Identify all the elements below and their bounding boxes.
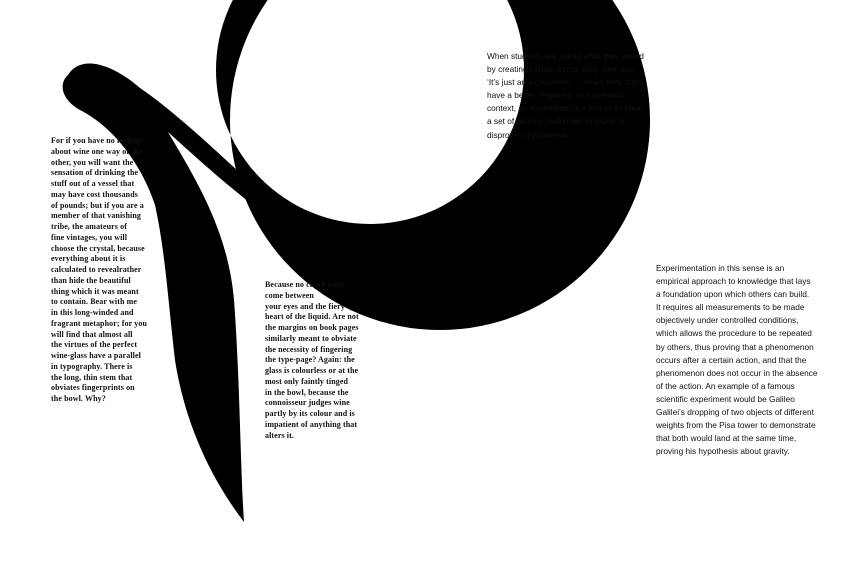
text-line: impatient of anything that	[265, 419, 358, 429]
text-line: about wine one way or the	[51, 146, 143, 156]
text-line: connoisseur judges wine	[265, 398, 350, 408]
text-line: member of that vanishing	[51, 211, 142, 221]
text-line: It requires all measurements to be made	[656, 302, 805, 313]
text-line: For if you have no feelings	[51, 136, 144, 145]
text-line: by others, thus proving that a phenomenon	[656, 341, 814, 352]
text-line: the virtues of the perfect	[51, 340, 138, 350]
text-line: wine-glass have a parallel	[51, 351, 141, 360]
text-line: in typography. There is	[51, 361, 133, 371]
text-line: tribe, the amateurs of	[51, 222, 127, 231]
text-line: empirical approach to knowledge that lays	[656, 276, 811, 287]
text-line: phenomenon does not occur in the absence	[656, 367, 818, 378]
text-line: objectively under controlled conditions,	[656, 315, 799, 326]
text-line: glass is colourless or at the	[265, 366, 359, 375]
text-line: of pounds; but if you are a	[51, 200, 144, 210]
text-line: thing which it was meant	[51, 286, 139, 296]
left-text-column	[51, 136, 147, 405]
text-line: the type-page? Again: the	[265, 355, 355, 365]
text-line: to contain. Bear with me	[51, 297, 138, 307]
text-line: the necessity of fingering	[265, 344, 353, 354]
text-line: scientific experiment would be Galileo	[656, 393, 795, 404]
text-line: Galilei’s dropping of two objects of different	[656, 407, 814, 418]
text-line: have a better response. In a scientific	[487, 90, 625, 101]
text-line: a foundation upon which others can build.	[656, 289, 810, 300]
text-line: context, an experiment is a test of an idea;	[487, 103, 643, 114]
text-line: Experimentation in this sense is an	[656, 263, 785, 273]
text-line: will find that almost all	[51, 329, 133, 339]
text-line: the margins on book pages	[265, 323, 359, 332]
text-line: heart of the liquid. Are not	[265, 312, 359, 322]
middle-text-column	[265, 280, 359, 441]
text-line: come between	[265, 290, 314, 300]
text-line: stuff out of a vessel that	[51, 179, 135, 188]
text-line: occurs after a certain action, and that the	[656, 354, 807, 365]
text-line: everything about it is	[51, 254, 126, 264]
text-line: other, you will want the	[51, 157, 134, 167]
text-line: alters it.	[265, 430, 294, 440]
text-line: similarly meant to obviate	[265, 333, 357, 343]
text-line: calculated to revealrather	[51, 265, 142, 274]
text-line: Because no cloud must	[265, 280, 345, 289]
text-line: obviates fingerprints on	[51, 383, 135, 393]
text-line: proving his hypothesis about gravity.	[656, 446, 790, 457]
right-text-column	[656, 262, 817, 458]
text-line: a set of actions performed to prove or	[487, 116, 625, 127]
text-line: weights from the Pisa tower to demonstrate	[656, 420, 816, 431]
text-line: the long, thin stem that	[51, 372, 133, 382]
text-line: in this long-winded and	[51, 308, 134, 317]
text-line: fine vintages, you will	[51, 232, 128, 242]
text-line: ‘It’s just an experiment…’, when they don’t	[487, 77, 643, 88]
text-line: choose the crystal, because	[51, 243, 145, 253]
text-line: your eyes and the fiery	[265, 301, 345, 311]
text-line: which allows the procedure to be repeated	[656, 328, 812, 339]
text-line: the bowl. Why?	[51, 394, 106, 403]
text-line: When students are asked what they intend	[487, 51, 644, 61]
text-line: in the bowl, because the	[265, 387, 349, 397]
text-line: fragrant metaphor; for you	[51, 318, 147, 328]
text-line: most only faintly tinged	[265, 376, 349, 386]
text-line: may have cost thousands	[51, 189, 138, 199]
text-line: by creating certain forms, they often say,	[487, 64, 636, 75]
text-line: sensation of drinking the	[51, 168, 139, 178]
text-line: than hide the beautiful	[51, 275, 131, 285]
text-line: disprove a hypothesis.	[487, 129, 570, 140]
text-line: that both would land at the same time,	[656, 433, 797, 444]
text-line: of the action. An example of a famous	[656, 380, 795, 391]
text-line: partly by its colour and is	[265, 409, 355, 418]
top-right-text-column	[487, 50, 644, 142]
